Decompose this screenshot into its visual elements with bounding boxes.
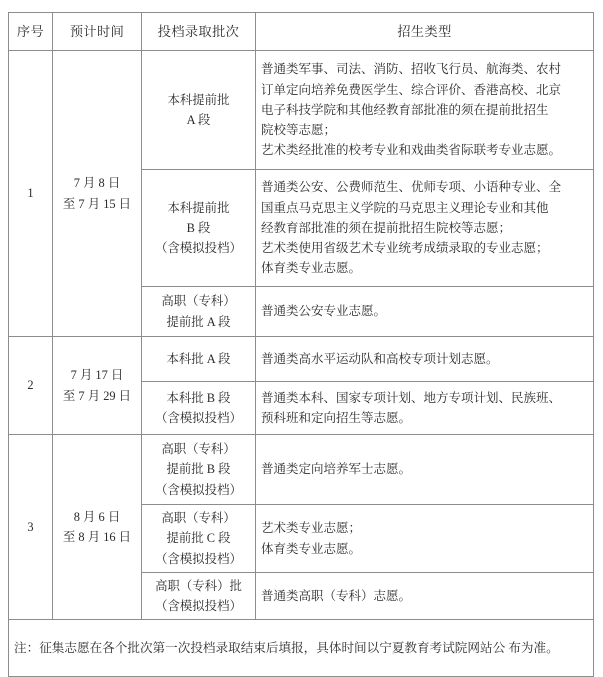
column-header-sequence: 序号 xyxy=(9,13,53,51)
column-header-enrollment-type: 招生类型 xyxy=(256,13,594,51)
batch-line: 本科批 A 段 xyxy=(166,351,231,366)
type-line: 体育类专业志愿。 xyxy=(261,261,362,276)
table-header-row xyxy=(9,13,594,51)
time-line: 至 7 月 29 日 xyxy=(62,388,132,403)
time-line: 7 月 8 日 xyxy=(73,176,121,191)
note-line: 注：征集志愿在各个批次第一次投档录取结束后填报，具体时间以宁夏教育考试院网站公 xyxy=(14,640,506,655)
time-line: 7 月 17 日 xyxy=(70,368,124,383)
table-row xyxy=(9,435,594,505)
cell-expected-time xyxy=(53,435,142,620)
type-line: 艺术类经批准的校考专业和戏曲类省际联考专业志愿。 xyxy=(261,143,562,158)
column-header-admission-batch: 投档录取批次 xyxy=(142,13,256,51)
type-line: 普通类高水平运动队和高校专项计划志愿。 xyxy=(261,351,499,366)
table-body xyxy=(9,51,594,677)
batch-line: 本科提前批 xyxy=(167,200,230,215)
type-line: 普通类本科、国家专项计划、地方专项计划、民族班、 xyxy=(261,390,562,405)
type-line: 艺术类使用省级艺术专业统考成绩录取的专业志愿； xyxy=(261,241,549,256)
type-line: 普通类公安专业志愿。 xyxy=(261,304,387,319)
batch-line: B 段 xyxy=(186,220,211,235)
admission-schedule-table xyxy=(8,12,594,677)
cell-enrollment-type xyxy=(256,573,594,620)
batch-line: 高职（专科）批 xyxy=(155,579,242,593)
cell-admission-batch xyxy=(142,505,256,573)
cell-enrollment-type xyxy=(256,382,594,435)
type-line: 普通类定向培养军士志愿。 xyxy=(261,462,412,477)
note-line: 布为准。 xyxy=(508,640,559,655)
time-line: 8 月 6 日 xyxy=(73,510,121,524)
cell-enrollment-type xyxy=(256,505,594,573)
cell-enrollment-type xyxy=(256,337,594,382)
cell-enrollment-type xyxy=(256,435,594,505)
batch-line: 提前批 B 段 xyxy=(166,462,231,477)
table-row xyxy=(9,51,594,170)
table-row xyxy=(9,337,594,382)
cell-expected-time xyxy=(53,337,142,435)
column-header-expected-time: 预计时间 xyxy=(53,13,142,51)
table-note-row xyxy=(9,620,594,677)
cell-admission-batch xyxy=(142,382,256,435)
cell-enrollment-type xyxy=(256,51,594,170)
time-line: 至 7 月 15 日 xyxy=(62,196,132,211)
batch-line: （含模拟投档） xyxy=(155,551,242,566)
cell-sequence: 2 xyxy=(9,337,53,435)
batch-line: （含模拟投档） xyxy=(155,241,242,256)
batch-line: （含模拟投档） xyxy=(155,599,242,614)
cell-admission-batch xyxy=(142,51,256,170)
batch-line: 高职（专科） xyxy=(161,511,236,526)
type-line: 国重点马克思主义学院的马克思主义理论专业和其他 xyxy=(261,200,549,215)
cell-sequence: 1 xyxy=(9,51,53,337)
type-line: 电子科技学院和其他经教育部批准的须在提前批招生 xyxy=(261,102,549,117)
type-line: 预科班和定向招生等志愿。 xyxy=(261,411,412,425)
batch-line: （含模拟投档） xyxy=(155,482,242,497)
cell-expected-time xyxy=(53,51,142,337)
batch-line: 提前批 A 段 xyxy=(166,314,231,329)
cell-admission-batch xyxy=(142,435,256,505)
type-line: 院校等志愿； xyxy=(261,123,337,138)
type-line: 订单定向培养免费医学生、综合评价、香港高校、北京 xyxy=(261,82,562,97)
type-line: 普通类高职（专科）志愿。 xyxy=(261,588,412,603)
table-header xyxy=(9,13,594,51)
table-note xyxy=(9,620,594,677)
cell-enrollment-type xyxy=(256,170,594,287)
cell-sequence: 3 xyxy=(9,435,53,620)
type-line: 普通类公安、公费师范生、优师专项、小语种专业、全 xyxy=(261,180,562,195)
cell-admission-batch xyxy=(142,337,256,382)
batch-line: 本科批 B 段 xyxy=(166,390,231,405)
type-line: 经教育部批准的须在提前批招生院校等志愿； xyxy=(261,220,512,235)
time-line: 至 8 月 16 日 xyxy=(62,530,132,545)
cell-admission-batch xyxy=(142,287,256,337)
batch-line: 高职（专科） xyxy=(161,442,236,457)
batch-line: 高职（专科） xyxy=(161,294,236,309)
type-line: 体育类专业志愿。 xyxy=(261,541,362,556)
cell-enrollment-type xyxy=(256,287,594,337)
batch-line: 提前批 C 段 xyxy=(166,531,231,546)
batch-line: （含模拟投档） xyxy=(155,411,242,425)
type-line: 普通类军事、司法、消防、招收飞行员、航海类、农村 xyxy=(261,62,562,77)
cell-admission-batch xyxy=(142,573,256,620)
batch-line: A 段 xyxy=(186,113,211,127)
type-line: 艺术类专业志愿； xyxy=(261,521,362,536)
cell-admission-batch xyxy=(142,170,256,287)
batch-line: 本科提前批 xyxy=(167,92,230,107)
